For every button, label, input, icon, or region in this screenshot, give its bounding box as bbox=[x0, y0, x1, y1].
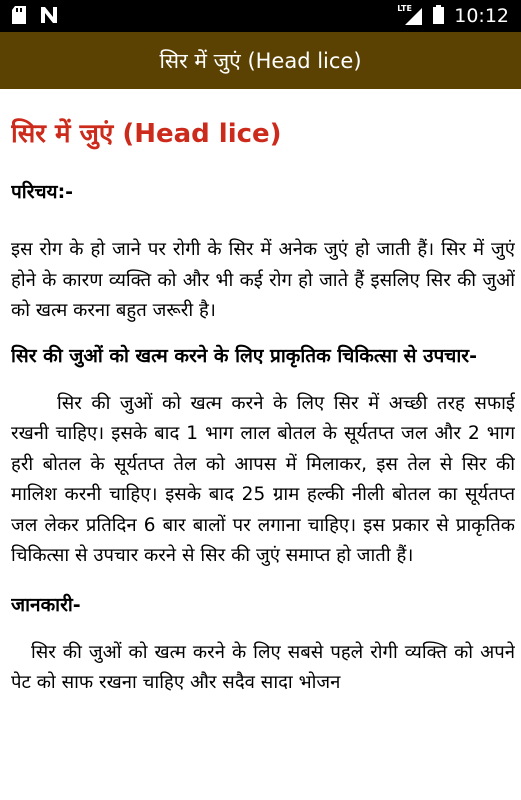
article-title: सिर में जुएं (Head lice) bbox=[11, 119, 282, 149]
section-body-treatment: सिर की जुओं को खत्म करने के लिए सिर में अच्छी तरह सफाई रखनी चाहिए। इसके बाद 1 भाग लाल बोतल के सूर्यतप्त जल और 2 भाग हरी बोतल के सूर्यतप्त तेल को आपस में मिलाकर, इस तेल से सिर की मालिश करनी चाहिए। इसके बाद 25 ग्राम हल्की नीली बोतल का सूर्यतप्त जल लेकर प्रतिदिन 6 बार बालों पर लगाना चाहिए। इस प्रकार से प्राकृतिक चिकित्सा से उपचार करने से सिर की जुएं समाप्त हो जाती हैं। bbox=[11, 392, 515, 566]
clock: 10:12 bbox=[454, 5, 509, 27]
signal-icon bbox=[397, 6, 423, 26]
network-type: LTE bbox=[397, 4, 412, 13]
section-heading-intro: परिचय:- bbox=[11, 181, 74, 203]
battery-icon bbox=[433, 5, 444, 28]
section-heading-info: जानकारी- bbox=[11, 593, 81, 616]
app-bar bbox=[0, 32, 521, 89]
status-bar bbox=[0, 0, 521, 32]
section-heading-treatment: सिर की जुओं को खत्म करने के लिए प्राकृतिक चिकित्सा से उपचार- bbox=[11, 344, 477, 367]
section-body-info: सिर की जुओं को खत्म करने के लिए सबसे पहले रोगी व्यक्ति को अपने पेट को साफ रखना चाहिए और सदैव सादा भोजन bbox=[11, 641, 515, 693]
sd-card-icon bbox=[12, 6, 26, 28]
notification-n-icon bbox=[40, 6, 58, 28]
article-content[interactable] bbox=[11, 89, 515, 800]
section-body-intro: इस रोग के हो जाने पर रोगी के सिर में अनेक जुएं हो जाती हैं। सिर में जुएं होने के कारण व्यक्ति को और भी कई रोग हो जाते हैं इसलिए सिर की जुओं को खत्म करना बहुत जरूरी है। bbox=[11, 239, 515, 321]
app-bar-title: सिर में जुएं (Head lice) bbox=[159, 48, 362, 73]
